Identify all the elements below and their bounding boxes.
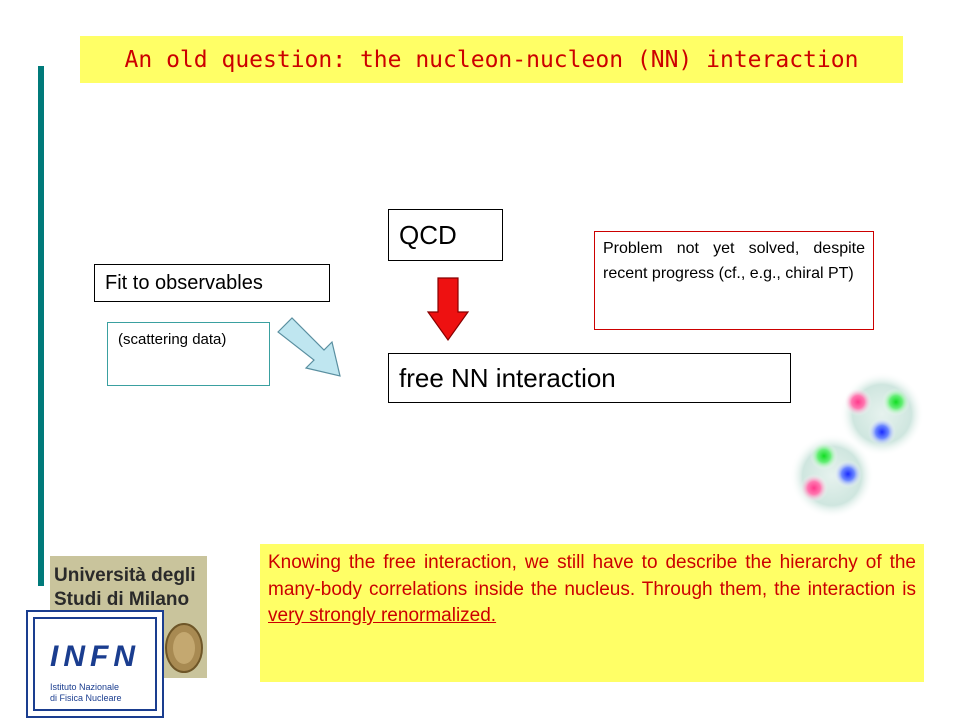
diagonal-arrow-icon: [276, 314, 346, 380]
infn-logo-sub1: Istituto Nazionale: [50, 682, 120, 692]
quark-blue-icon: [868, 418, 896, 446]
quark-pink-icon: [844, 388, 872, 416]
qcd-label: QCD: [399, 219, 457, 250]
quark-pink-icon: [800, 474, 828, 502]
unimi-logo-text: [54, 564, 196, 612]
down-arrow-icon: [426, 276, 470, 342]
infn-logo-name: INFN: [50, 640, 140, 673]
infn-logo-sub2: di Fisica Nucleare: [50, 693, 122, 703]
quark-blue-icon: [834, 460, 862, 488]
quark-green-icon: [810, 442, 838, 470]
knowing-note-underlined: very strongly renormalized.: [268, 605, 497, 626]
fit-to-observables-label: Fit to observables: [105, 271, 263, 294]
scattering-data-box: [107, 322, 270, 386]
slide-title-text: An old question: the nucleon-nucleon (NN) interaction: [124, 46, 859, 73]
infn-logo: [26, 610, 164, 718]
qcd-box: [388, 209, 503, 261]
problem-note-text: Problem not yet solved, despite recent progress (cf., e.g., chiral PT): [603, 240, 865, 282]
free-nn-interaction-box: [388, 353, 791, 403]
quark-green-icon: [882, 388, 910, 416]
knowing-note-text: Knowing the free interaction, we still have to describe the hierarchy of the many-body correlations inside the nucleus. Through them, the interaction is: [268, 552, 916, 600]
nucleons-illustration: [782, 372, 932, 524]
unimi-logo-line1: Università degli: [54, 565, 196, 586]
medal-icon: [164, 618, 204, 676]
scattering-data-label: (scattering data): [118, 331, 227, 348]
problem-note-box: [594, 231, 874, 330]
free-nn-interaction-label: free NN interaction: [399, 362, 616, 393]
fit-to-observables-box: [94, 264, 330, 302]
knowing-note-box: [260, 544, 924, 682]
left-accent-bar: [38, 66, 44, 586]
unimi-logo-line2: Studi di Milano: [54, 589, 190, 610]
infn-logo-graphic: [28, 612, 162, 716]
slide-title: [80, 36, 903, 83]
